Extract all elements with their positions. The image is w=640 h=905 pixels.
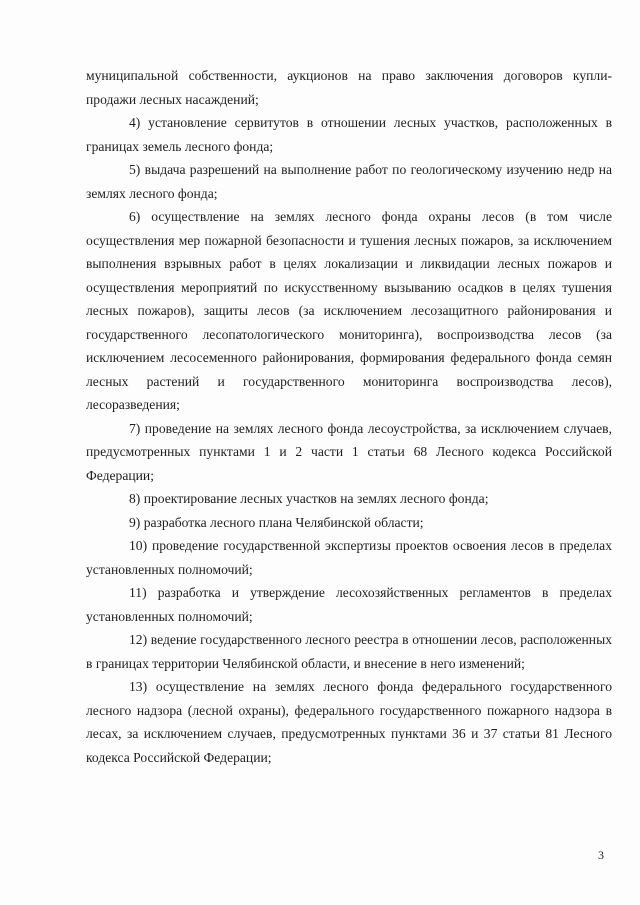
list-item-13: 13) осуществление на землях лесного фонда федерального государственного лесного надзора (лесной охраны), федерального государственного пожарного надзора в лесах, за исключением случаев, предусмотренных пунктами 36 и 37 статьи 81 Лесного кодекса Российской Федерации; xyxy=(86,679,612,765)
list-item-12: 12) ведение государственного лесного реестра в отношении лесов, расположенных в границах территории Челябинской области, и внесение в него изменений; xyxy=(86,632,612,671)
list-item-6: 6) осуществление на землях лесного фонда охраны лесов (в том числе осуществления мер пожарной безопасности и тушения лесных пожаров, за исключением выполнения взрывных работ в целях локализации и ликвидации лесных пожаров и осуществления мероприятий по искусственному вызыванию осадков в целях тушения лесных пожаров), защиты лесов (за исключением лесозащитного районирования и государственного лесопатологического мониторинга), воспроизводства лесов (за исключением лесосеменного районирования, формирования федерального фонда семян лесных растений и государственного мониторинга воспроизводства лесов), лесоразведения; xyxy=(86,209,612,412)
list-item-7: 7) проведение на землях лесного фонда лесоустройства, за исключением случаев, предусмотренных пунктами 1 и 2 части 1 статьи 68 Лесного кодекса Российской Федерации; xyxy=(86,420,612,483)
list-item-8: 8) проектирование лесных участков на землях лесного фонда; xyxy=(129,491,489,506)
list-item-11: 11) разработка и утверждение лесохозяйственных регламентов в пределах установленных полномочий; xyxy=(86,585,612,624)
list-item-5: 5) выдача разрешений на выполнение работ по геологическому изучению недр на землях лесного фонда; xyxy=(86,162,612,201)
page-number: 3 xyxy=(598,848,604,862)
list-item-4: 4) установление сервитутов в отношении лесных участков, расположенных в границах земель лесного фонда; xyxy=(86,115,612,154)
list-item-10: 10) проведение государственной экспертизы проектов освоения лесов в пределах установленных полномочий; xyxy=(86,538,612,577)
list-item-9: 9) разработка лесного плана Челябинской области; xyxy=(129,514,424,530)
document-body xyxy=(86,64,612,769)
continuation-paragraph: муниципальной собственности, аукционов на право заключения договоров купли-продажи лесных насаждений; xyxy=(86,68,612,107)
